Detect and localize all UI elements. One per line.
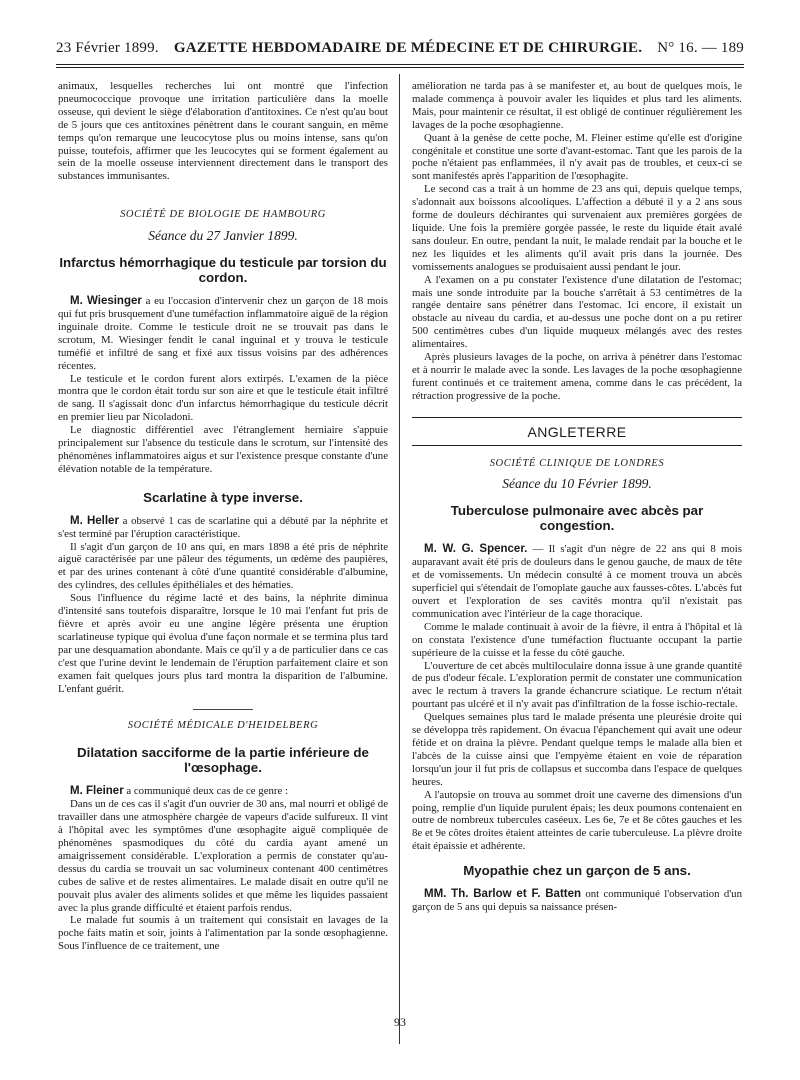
author-name: M. W. G. Spencer. [424,543,528,556]
article-title: Scarlatine à type inverse. [143,489,303,505]
header-rule-top [56,64,744,65]
article-paragraph: Sous l'influence du régime lacté et des bains, la néphrite diminua d'intensité sans toutefois disparaître, lorsque le 10 mai l'enfant fut pris de fièvre et après avoir eu une angine légère présenta une éruption scarlatineuse typique qui évolua d'une façon normale et se termina plus tard par une desquamation abondante. Mais ce qu'il y a de particulier dans ce cas c'est que l'urine devint le lendemain de l'éruption parfaitement claire et son examen fait quelques jours plus tard montra la disparition de l'albumine. L'enfant guérit. [58,592,388,695]
society-heading: SOCIÉTÉ DE BIOLOGIE DE HAMBOURG [120,209,326,221]
journal-title: GAZETTE HEBDOMADAIRE DE MÉDECINE ET DE CHIRURGIE. [173,40,643,56]
article-paragraph: L'ouverture de cet abcès multiloculaire donna issue à une grande quantité de pus d'odeur fécale. L'exploration permit de constater une communication avec le rectum à travers la grande échancrure sciatique. Le rectum n'était pourtant pas ulcéré et il n'y avait pas d'infiltration de la fosse ischio-rectale. [412,659,742,711]
article-paragraph: Il s'agit d'un garçon de 10 ans qui, en mars 1898 a été pris de néphrite aiguë caractérisée par une pâleur des téguments, un œdème des paupières, et par des urines contenant à côté d'une quantité considérable d'albumine, des cylindres, des cellules épithéliales et des hématies. [58,540,388,592]
society-heading: SOCIÉTÉ CLINIQUE DE LONDRES [489,457,665,469]
article-paragraph: M. Fleiner a communiqué deux cas de ce genre : [70,785,288,798]
article-paragraph: A l'examen on a pu constater l'existence d'une dilatation de l'estomac; mais une sonde introduite par la bouche s'arrêtait à 53 centimètres de la rangée dentaire sans pénétrer dans l'estomac. Ici encore, il existait un obstacle au niveau du cardia, et au-dessus une poche dont on a pu retirer 500 centimètres cubes d'un liquide muqueux mélangés avec des restes alimentaires. [412,273,742,351]
article-title: Myopathie chez un garçon de 5 ans. [463,863,691,879]
article-paragraph: M. Heller a observé 1 cas de scarlatine qui a débuté par la néphrite et s'est terminé par l'éruption caractéristique. [58,514,388,540]
article-title: Dilatation sacciforme de la partie inférieure de l'œsophage. [77,745,369,776]
left-column [58,80,388,953]
article-paragraph: Dans un de ces cas il s'agit d'un ouvrier de 30 ans, mal nourri et obligé de travailler dans une atmosphère chargée de vapeurs d'acide sulfureux. Il vint à l'hôpital avec les symptômes d'une œsophagite aiguë compliquée de phénomènes spasmodiques du côté du cardia ayant amené un amaigrissement considérable. L'exploration a permis de constater qu'au-dessus du cardia se trouvait un sac volumineux contenant 400 centimètres cubes de salive et de restes alimentaires. Le malade disait en outre qu'il ne pouvait plus avaler des aliments solides et que même les liquides passaient avec la plus grande difficulté et étaient parfois rendus. [58,798,388,914]
header-rule-bottom [56,67,744,68]
article-paragraph: M. Wiesinger a eu l'occasion d'intervenir chez un garçon de 18 mois qui fut pris brusquement d'une tuméfaction inflammatoire aiguë de la région inguinale droite. Comme le testicule droit ne se trouvait pas dans le scrotum, M. Wiesinger fendit le canal inguinal et y trouva le testicule tuméfié et infiltré de sang et fixé aux tissus voisins par des adhérences récentes. [58,295,388,372]
author-name: M. Heller [70,514,119,527]
author-name: MM. Th. Barlow et F. Batten [424,888,582,901]
article-paragraph: Le testicule et le cordon furent alors extirpés. L'examen de la pièce montra que le cordon était tordu sur son aire et que le testicule était infiltré de sang. Il s'agissait donc d'un infarctus hémorrhagique du testicule décrit en premier lieu par Nicoladoni. [58,372,388,424]
running-header [56,40,744,60]
country-rule-bottom [412,445,742,446]
session-date: Séance du 10 Février 1899. [502,476,652,492]
article-paragraph: Quelques semaines plus tard le malade présenta une pleurésie droite qui se développa très rapidement. On évacua l'épanchement qui avait une odeur fétide et on draina la plèvre. Pendant quelque temps le malade alla bien et l'abcès de la cuisse ainsi que l'empyème étaient en voie de réparation lorsqu'un jour il fut pris de collapsus et succomba dans l'espace de quelques heures. [412,711,742,788]
author-name: M. Fleiner [70,785,124,798]
issue-number: N° 16. — 189 [657,40,744,56]
article-paragraph: Le diagnostic différentiel avec l'étranglement herniaire s'appuie principalement sur l'absence du testicule dans le scrotum, sur l'intensité des phénomènes inflammatoires aigus et sur l'existence presque constante d'une élévation notable de la température. [58,424,388,475]
page-number: 93 [394,1015,406,1029]
article-paragraph: amélioration ne tarda pas à se manifester et, au bout de quelques mois, le malade commença à pouvoir avaler les liquides et plus tard les aliments. Mais, pour maintenir ce résultat, il est obligé de continuer régulièrement les lavages de la poche œsophagienne. [412,80,742,131]
article-paragraph: Le second cas a trait à un homme de 23 ans qui, depuis quelque temps, s'adonnait aux boissons alcooliques. L'affection a débuté il y a 2 ans sous forme de douleurs déchirantes qui survenaient aux premières gorgées de liquide. Une fois la première gorgée passée, le reste du liquide était avalé sans douleur. En outre, pendant la nuit, le malade rendait par la bouche et le nez les liquides et les aliments qu'il avait pris dans la journée. Des vomissements analogues se produisaient aussi pendant le jour. [412,183,742,273]
article-paragraph: A l'autopsie on trouva au sommet droit une caverne des dimensions d'un poing, remplie d'un liquide purulent épais; les deux poumons contenaient en outre de nombreux tubercules caséeux. Les 6e, 7e et 8e côtes gauches et les 8e et 9e côtes droites étaient atteintes de carie tuberculeuse. La plèvre droite était épaissie et adhérente. [412,788,742,853]
right-column [412,80,742,914]
article-title: Tuberculose pulmonaire avec abcès par congestion. [450,503,704,534]
article-paragraph: MM. Th. Barlow et F. Batten ont communiqué l'observation d'un garçon de 5 ans qui depuis sa naissance présen- [412,888,742,914]
intro-paragraph: animaux, lesquelles recherches lui ont montré que l'infection pneumococcique provoque une irritation particulière dans la moelle osseuse, qui devient le siège d'élaboration d'antitoxines. Ce n'est qu'au bout de 5 jours que ces antitoxines pénètrent dans le courant sanguin, en même temps qu'on remarque une leucocytose plus ou moins intense, sans qu'on puisse, toutefois, affirmer que les leucocytes qui se forment également au sein de la moelle osseuse interviennent directement dans le transport des substances immunisantes. [58,80,388,183]
column-divider [399,74,400,1044]
section-separator [193,709,253,710]
article-paragraph: Comme le malade continuait à avoir de la fièvre, il entra à l'hôpital et là on constata l'existence d'une tuméfaction fluctuante occupant la partie supérieure de la cuisse et la fesse du côté gauche. [412,620,742,659]
author-name: M. Wiesinger [70,295,142,308]
article-paragraph: Quant à la genèse de cette poche, M. Fleiner estime qu'elle est d'origine congénitale et constitue une sorte d'avant-estomac. Tant que les parois de la poche n'étaient pas enflammées, il n'y avait pas de troubles, et ceux-ci se sont manifestés après l'apparition de l'œsophagite. [412,131,742,183]
article-paragraph: M. W. G. Spencer. — Il s'agit d'un nègre de 22 ans qui 8 mois auparavant avait été pris de douleurs dans le genou gauche, de maux de tête et de vomissements. Un médecin consulté à ce moment trouva un abcès superficiel qui s'étendait de l'omoplate gauche aux fausses-côtes. L'abcès fut ouvert et l'exploration de ses cavités montra qu'il n'existait pas communication avec l'intérieur de la cage thoracique. [412,543,742,620]
country-heading: ANGLETERRE [527,423,627,440]
issue-date: 23 Février 1899. [56,40,159,56]
article-paragraph: Le malade fut soumis à un traitement qui consistait en lavages de la poche faits matin et soir, joints à l'alimentation par la sonde œsophagienne. Sous l'influence de ce traitement, une [58,914,388,953]
article-title: Infarctus hémorrhagique du testicule par torsion du cordon. [59,255,387,286]
society-heading: SOCIÉTÉ MÉDICALE D'HEIDELBERG [127,720,319,732]
article-paragraph: Après plusieurs lavages de la poche, on arriva à pénétrer dans l'estomac et à nourrir le malade avec la sonde. Les lavages de la poche œsophagienne furent continués et ce traitement amena, comme dans le cas précédent, la rétraction progressive de la poche. [412,351,742,402]
session-date: Séance du 27 Janvier 1899. [148,228,298,244]
